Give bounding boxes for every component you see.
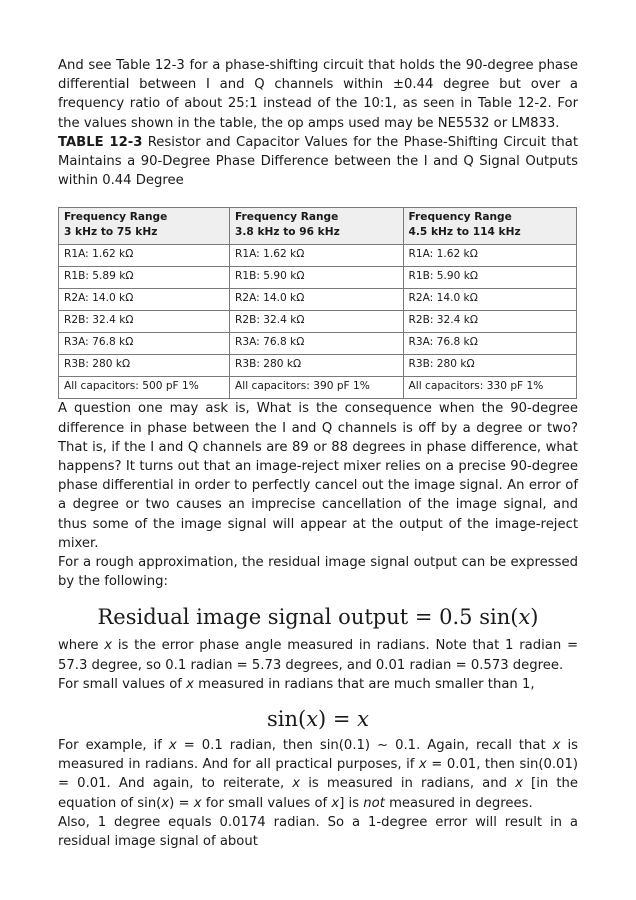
table-row: [59, 311, 577, 333]
table-cell: R3B: 280 kΩ: [230, 355, 404, 377]
text-span: For small values of: [58, 676, 187, 692]
text-span: ) =: [318, 707, 358, 732]
text-span: For example, if: [58, 738, 169, 754]
text-span: ] is: [339, 795, 364, 811]
where-paragraph: [58, 636, 578, 674]
table-cell: R2B: 32.4 kΩ: [59, 311, 230, 333]
text-span: is measured in radians. And for all practical purposes, if: [58, 738, 578, 773]
header-range: 4.5 kHz to 114 kHz: [408, 226, 521, 239]
approximation-paragraph: For a rough approximation, the residual image signal output can be expressed by the following:: [58, 555, 578, 590]
table-cell: R3B: 280 kΩ: [403, 355, 577, 377]
table-caption-text: Resistor and Capacitor Values for the Phase-Shifting Circuit that Maintains a 90-Degree Phase Difference between the I and Q Signal Outputs within 0.44 Degree: [58, 134, 578, 189]
equation-variable: x: [518, 605, 531, 630]
equation-suffix: ): [530, 605, 539, 630]
residual-image-equation: [58, 604, 578, 630]
table-cell: R2B: 32.4 kΩ: [403, 311, 577, 333]
table-cell: R1B: 5.90 kΩ: [403, 267, 577, 289]
table-cell: All capacitors: 500 pF 1%: [59, 377, 230, 399]
variable-x: x: [418, 757, 427, 773]
text-span: where: [58, 638, 105, 654]
text-span: = 0.01, then sin(0.01) = 0.01. And again, to reiterate,: [58, 757, 578, 792]
variable-x: x: [193, 795, 202, 811]
table-row: [59, 377, 577, 399]
intro-paragraph: And see Table 12-3 for a phase-shifting circuit that holds the 90-degree phase differential between I and Q channels within ±0.44 degree but over a frequency ratio of about 25:1 instead of the 10:1, as seen in Table 12-2. For the values shown in the table, the op amps used may be NE5532 or LM833.: [58, 58, 578, 131]
variable-x: x: [186, 676, 194, 692]
variable-x: x: [331, 795, 340, 811]
example-paragraph: [58, 736, 578, 813]
component-values-table: [58, 207, 577, 399]
table-cell: R1A: 1.62 kΩ: [59, 245, 230, 267]
header-range: 3 kHz to 75 kHz: [64, 226, 158, 239]
table-cell: All capacitors: 390 pF 1%: [230, 377, 404, 399]
table-cell: R3B: 280 kΩ: [59, 355, 230, 377]
text-span: is measured in radians, and: [300, 776, 516, 792]
variable-x: x: [161, 795, 170, 811]
table-header-cell: [230, 208, 404, 245]
question-paragraph: A question one may ask is, What is the consequence when the 90-degree difference in phase between the I and Q channels is off by a degree or two? That is, if the I and Q channels are 89 or 88 degrees in phase difference, what happens? It turns out that an image-reject mixer relies on a precise 90-degree phase differential in order to perfectly cancel out the image signal. An error of a degree or two causes an imprecise cancellation of the image signal, and thus some of the image signal will appear at the output of the image-reject mixer.: [58, 401, 578, 551]
table-cell: R2A: 14.0 kΩ: [230, 289, 404, 311]
variable-x: x: [306, 707, 319, 732]
variable-x: x: [552, 738, 561, 754]
table-caption-label: TABLE 12-3: [58, 134, 143, 150]
small-angle-equation: [58, 706, 578, 732]
variable-x: x: [357, 707, 370, 732]
document-page: [58, 56, 578, 851]
table-row: [59, 333, 577, 355]
table-cell: R1A: 1.62 kΩ: [230, 245, 404, 267]
text-span: measured in radians that are much smaller than 1,: [193, 676, 535, 692]
text-span: = 0.1 radian, then sin(0.1) ~ 0.1. Again, recall that: [176, 738, 553, 754]
header-label: Frequency Range: [64, 211, 168, 224]
emphasis-not: not: [363, 795, 385, 811]
small-values-paragraph: [58, 675, 578, 694]
table-cell: R2A: 14.0 kΩ: [403, 289, 577, 311]
text-span: for small values of: [201, 795, 332, 811]
header-label: Frequency Range: [235, 211, 339, 224]
header-range: 3.8 kHz to 96 kHz: [235, 226, 340, 239]
text-span: [in the equation of sin(: [58, 776, 578, 811]
text-span: ) =: [169, 795, 194, 811]
table-cell: R1B: 5.89 kΩ: [59, 267, 230, 289]
text-span: measured in degrees.: [384, 795, 533, 811]
table-cell: R3A: 76.8 kΩ: [403, 333, 577, 355]
text-span: is the error phase angle measured in radians. Note that 1 radian = 57.3 degree, so 0.1 radian = 5.73 degrees, and 0.01 radian = 0.573 degree.: [58, 638, 578, 673]
equation-prefix: Residual image signal output = 0.5 sin(: [97, 605, 519, 630]
variable-x: x: [292, 776, 301, 792]
table-cell: R1B: 5.90 kΩ: [230, 267, 404, 289]
variable-x: x: [168, 738, 177, 754]
table-row: [59, 355, 577, 377]
table-row: [59, 267, 577, 289]
table-cell: R3A: 76.8 kΩ: [59, 333, 230, 355]
table-row: [59, 245, 577, 267]
variable-x: x: [515, 776, 523, 792]
table-header-row: [59, 208, 577, 245]
table-cell: R1A: 1.62 kΩ: [403, 245, 577, 267]
table-header-cell: [59, 208, 230, 245]
text-span: sin(: [266, 707, 307, 732]
final-paragraph: Also, 1 degree equals 0.0174 radian. So a 1-degree error will result in a residual image signal of about: [58, 814, 578, 850]
header-label: Frequency Range: [408, 211, 512, 224]
table-caption: [58, 133, 578, 191]
table-cell: R3A: 76.8 kΩ: [230, 333, 404, 355]
table-row: [59, 289, 577, 311]
table-cell: R2A: 14.0 kΩ: [59, 289, 230, 311]
table-cell: All capacitors: 330 pF 1%: [403, 377, 577, 399]
table-cell: R2B: 32.4 kΩ: [230, 311, 404, 333]
variable-x: x: [104, 638, 113, 654]
table-header-cell: [403, 208, 577, 245]
